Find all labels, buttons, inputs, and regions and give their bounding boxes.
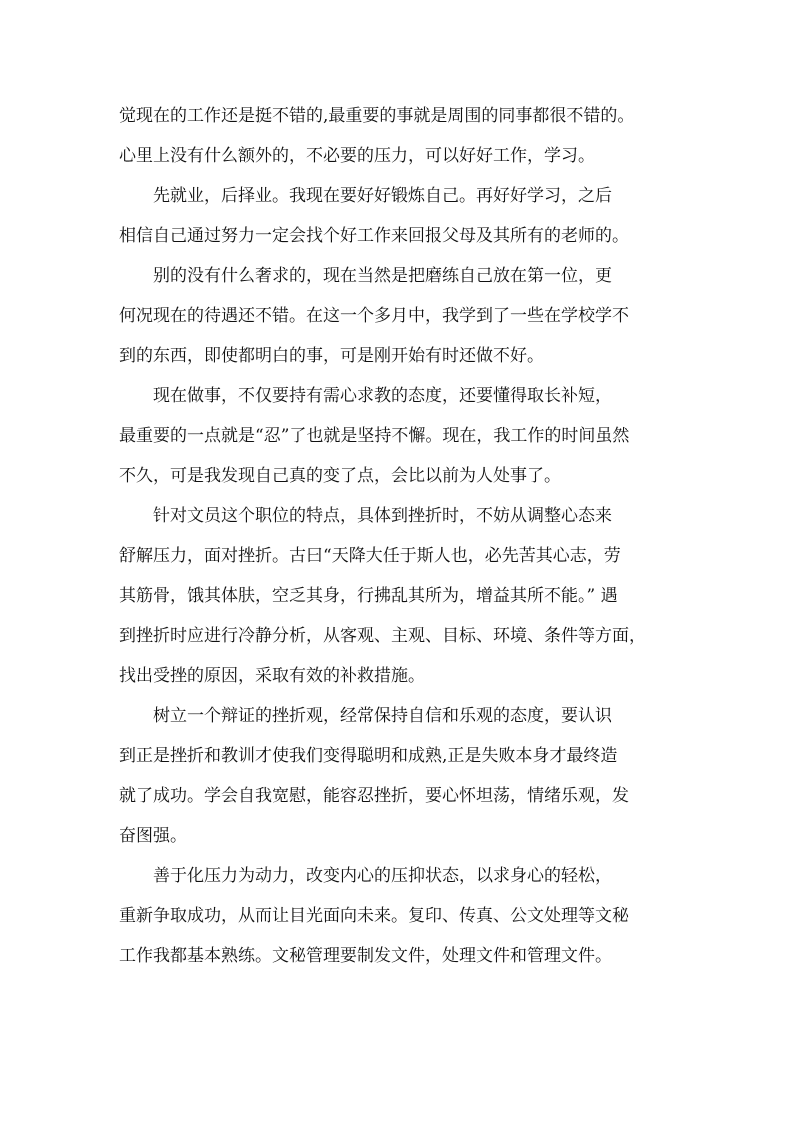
paragraph-line: 不久，可是我发现自己真的变了点，会比以前为人处事了。 [119,466,561,486]
paragraph-line: 重新争取成功，从而让目光面向未来。复印、传真、公文处理等文秘 [119,906,629,926]
paragraph-line: 到正是挫折和教训才使我们变得聪明和成熟,正是失败本身才最终造 [119,746,618,766]
paragraph-line: 心里上没有什么额外的，不必要的压力，可以好好工作，学习。 [119,146,595,166]
paragraph-line: 就了成功。学会自我宽慰，能容忍挫折，要心怀坦荡，情绪乐观，发 [119,786,629,806]
paragraph-1 [119,96,679,176]
paragraph-4 [119,376,679,496]
paragraph-line: 工作我都基本熟练。文秘管理要制发文件，处理文件和管理文件。 [119,946,612,966]
paragraph-line: 何况现在的待遇还不错。在这一个多月中，我学到了一些在学校学不 [119,306,629,326]
paragraph-line: 到的东西，即使都明白的事，可是刚开始有时还做不好。 [119,346,544,366]
paragraph-line: 最重要的一点就是“忍”了也就是坚持不懈。现在，我工作的时间虽然 [119,426,630,446]
paragraph-line: 其筋骨，饿其体肤，空乏其身，行拂乱其所为，增益其所不能。” 遇 [119,586,618,606]
paragraph-line: 相信自己通过努力一定会找个好工作来回报父母及其所有的老师的。 [119,226,629,246]
document-body [119,96,679,976]
paragraph-line: 奋图强。 [119,826,187,846]
paragraph-line: 找出受挫的原因，采取有效的补救措施。 [119,666,425,686]
paragraph-line: 先就业，后择业。我现在要好好锻炼自己。再好好学习，之后 [153,186,612,206]
paragraph-3 [119,256,679,376]
paragraph-7 [119,856,679,976]
paragraph-5 [119,496,679,696]
paragraph-line: 别的没有什么奢求的，现在当然是把磨练自己放在第一位，更 [153,266,612,286]
paragraph-line: 舒解压力，面对挫折。古曰“天降大任于斯人也，必先苦其心志，劳 [119,546,621,566]
paragraph-line: 觉现在的工作还是挺不错的,最重要的事就是周围的同事都很不错的。 [119,106,635,126]
paragraph-6 [119,696,679,856]
paragraph-line: 现在做事，不仅要持有需心求教的态度，还要懂得取长补短， [153,386,612,406]
paragraph-line: 善于化压力为动力，改变内心的压抑状态，以求身心的轻松， [153,866,612,886]
paragraph-2 [119,176,679,256]
paragraph-line: 针对文员这个职位的特点，具体到挫折时，不妨从调整心态来 [153,506,612,526]
paragraph-line: 树立一个辩证的挫折观，经常保持自信和乐观的态度，要认识 [153,706,612,726]
paragraph-line: 到挫折时应进行冷静分析，从客观、主观、目标、环境、条件等方面， [119,626,646,646]
